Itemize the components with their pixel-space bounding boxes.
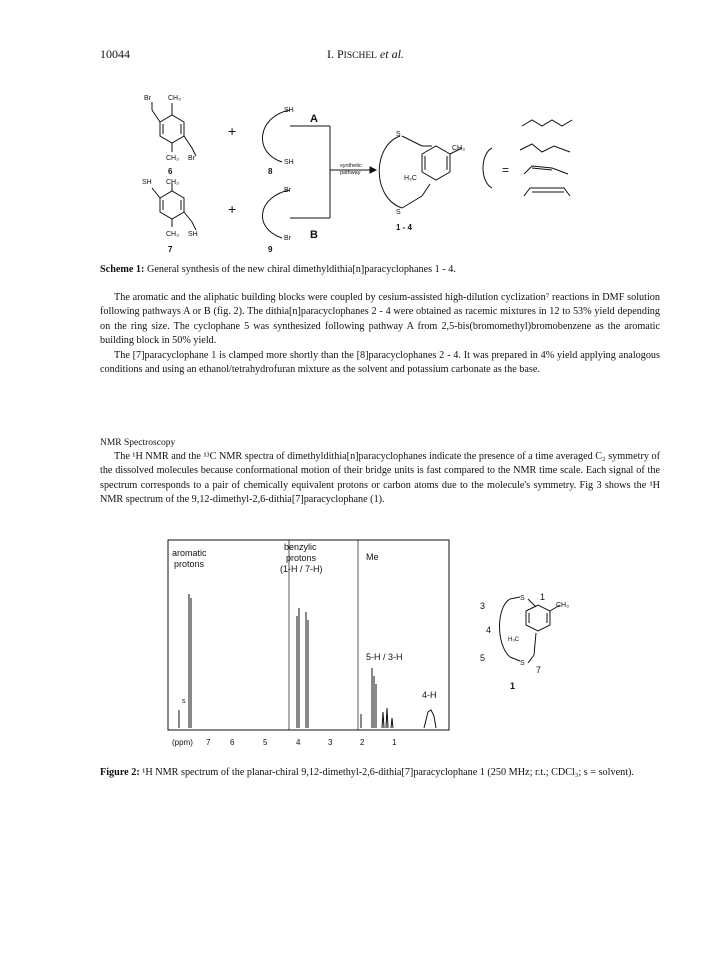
label-sh-8b: SH bbox=[284, 159, 294, 166]
struct-label-1: 1 bbox=[540, 592, 546, 602]
label-4h: 4-H bbox=[422, 690, 437, 700]
section-heading: NMR Spectroscopy bbox=[100, 438, 176, 448]
authors-smallcaps: ISCHEL bbox=[343, 51, 377, 61]
product-s-top: S bbox=[396, 131, 401, 138]
label-benzylic-protons: protons bbox=[286, 553, 317, 563]
nmr-spectrum bbox=[160, 538, 460, 756]
peak-4h bbox=[424, 710, 436, 728]
running-header-authors bbox=[327, 47, 404, 62]
authors-etal: et al. bbox=[379, 47, 404, 61]
struct-label-3: 3 bbox=[480, 601, 486, 611]
struct-s-bottom: S bbox=[520, 660, 525, 667]
equals-sign: = bbox=[502, 163, 510, 177]
plus-2: + bbox=[228, 201, 237, 217]
label-sh-7a: SH bbox=[142, 179, 152, 186]
product-ch3: CH₃ bbox=[452, 145, 465, 152]
compound-6: 6 bbox=[168, 167, 173, 176]
scheme-caption bbox=[100, 263, 660, 277]
label-5h-3h: 5-H / 3-H bbox=[366, 652, 403, 662]
label-ch3-6a: CH₃ bbox=[168, 95, 181, 102]
reagent-9-chain bbox=[262, 190, 290, 238]
plus-1: + bbox=[228, 123, 237, 139]
product-benzene bbox=[422, 146, 450, 180]
tick-6: 6 bbox=[230, 738, 235, 747]
label-br-6a: Br bbox=[144, 95, 151, 102]
page-number: 10044 bbox=[100, 47, 130, 61]
synthetic-label: synthetic bbox=[340, 163, 362, 169]
struct-label-7: 7 bbox=[536, 665, 542, 675]
label-ch3-7a: CH₃ bbox=[166, 179, 179, 186]
compound-8: 8 bbox=[268, 167, 273, 176]
reagent-8-chain bbox=[262, 110, 290, 162]
product-bridge bbox=[379, 136, 402, 208]
authors-initial: I. P bbox=[327, 47, 344, 61]
label-br-9a: Br bbox=[284, 187, 291, 194]
struct-label-5: 5 bbox=[480, 653, 486, 663]
struct-compound-number: 1 bbox=[510, 681, 516, 691]
tick-4: 4 bbox=[296, 738, 301, 747]
product-h3c: H₃C bbox=[404, 175, 417, 182]
tick-2: 2 bbox=[360, 738, 365, 747]
struct-label-4: 4 bbox=[486, 625, 492, 635]
bridge-generic bbox=[483, 148, 492, 188]
label-benzylic: benzylic bbox=[284, 542, 317, 552]
label-aromatic: aromatic bbox=[172, 548, 207, 558]
product-s-bottom: S bbox=[396, 209, 401, 216]
tick-3: 3 bbox=[328, 738, 333, 747]
struct-s-top: S bbox=[520, 595, 525, 602]
label-sh-7b: SH bbox=[188, 231, 198, 238]
struct-h3c: H₃C bbox=[508, 637, 520, 643]
label-aromatic-protons: protons bbox=[174, 559, 205, 569]
pathway-label: pathway bbox=[340, 170, 361, 176]
tick-1: 1 bbox=[392, 738, 397, 747]
peak-small-multiplet bbox=[382, 708, 393, 728]
label-me: Me bbox=[366, 552, 379, 562]
label-br-9b: Br bbox=[284, 235, 291, 242]
tick-5: 5 bbox=[263, 738, 268, 747]
axis-unit: (ppm) bbox=[172, 738, 193, 747]
label-br-6b: Br bbox=[188, 155, 195, 162]
figure-caption-label: Figure 2: bbox=[100, 767, 140, 778]
label-solvent: s bbox=[182, 698, 186, 705]
paragraph-3: The ¹H NMR and the ¹³C NMR spectra of dimethyldithia[n]paracyclophanes indicate the presence of a time averaged C₂ symmetry of the dissolved molecules because conformational motion of their bridge units is fast compared to the NMR time scale. Each signal of the spectrum corresponds to a pair of chemically equivalent protons or carbon atoms due to the molecule's symmetry. Fig 3 shows the ¹H NMR spectrum of the 9,12-dimethyl-2,6-dithia[7]paracyclophane (1). bbox=[100, 451, 660, 506]
tick-7: 7 bbox=[206, 738, 211, 747]
structure-bridge bbox=[500, 599, 511, 657]
label-benzylic-h: (1-H / 7-H) bbox=[280, 564, 323, 574]
label-ch3-7b: CH₃ bbox=[166, 231, 179, 238]
label-sh-8a: SH bbox=[284, 107, 294, 114]
figure-caption bbox=[100, 766, 660, 780]
figure-caption-text: ¹H NMR spectrum of the planar-chiral 9,12-dimethyl-2,6-dithia[7]paracyclophane 1 (250 MHz; r.t.; CDCl₃; s = solvent). bbox=[142, 767, 634, 778]
pathway-b-label: B bbox=[310, 229, 318, 241]
compound-1-structure bbox=[470, 585, 580, 695]
scheme-caption-text: General synthesis of the new chiral dimethyldithia[n]paracyclophanes 1 - 4. bbox=[146, 264, 456, 275]
scheme-1-figure bbox=[140, 90, 600, 260]
paragraph-1: The aromatic and the aliphatic building blocks were coupled by cesium-assisted high-dilution cyclization⁷ reactions in DMF solution following pathways A or B (fig. 2). The dithia[n]paracyclophanes 2 - 4 were obtained as racemic mixtures in 12 to 53% yield depending on the ring size. The cyclophane 5 was synthesized following pathway A from 2,5-bis(bromomethyl)bromobenzene as the aromatic building block in 50% yield. bbox=[100, 292, 660, 347]
struct-ch3: CH₃ bbox=[556, 602, 569, 609]
compound-9: 9 bbox=[268, 245, 273, 254]
label-ch3-6b: CH₃ bbox=[166, 155, 179, 162]
pathway-a-label: A bbox=[310, 113, 318, 125]
compound-7: 7 bbox=[168, 245, 173, 254]
benzene-ring-7 bbox=[160, 191, 184, 219]
scheme-caption-label: Scheme 1: bbox=[100, 264, 145, 275]
benzene-ring-6 bbox=[160, 115, 184, 143]
structure-benzene bbox=[526, 605, 550, 631]
paragraph-2: The [7]paracyclophane 1 is clamped more shortly than the [8]paracyclophanes 2 - 4. It was prepared in 4% yield applying analogous conditions and using an ethanol/tetrahydrofuran mixture as the solvent and potassium carbonate as the base. bbox=[100, 350, 660, 376]
compounds-1-4: 1 - 4 bbox=[396, 223, 413, 232]
